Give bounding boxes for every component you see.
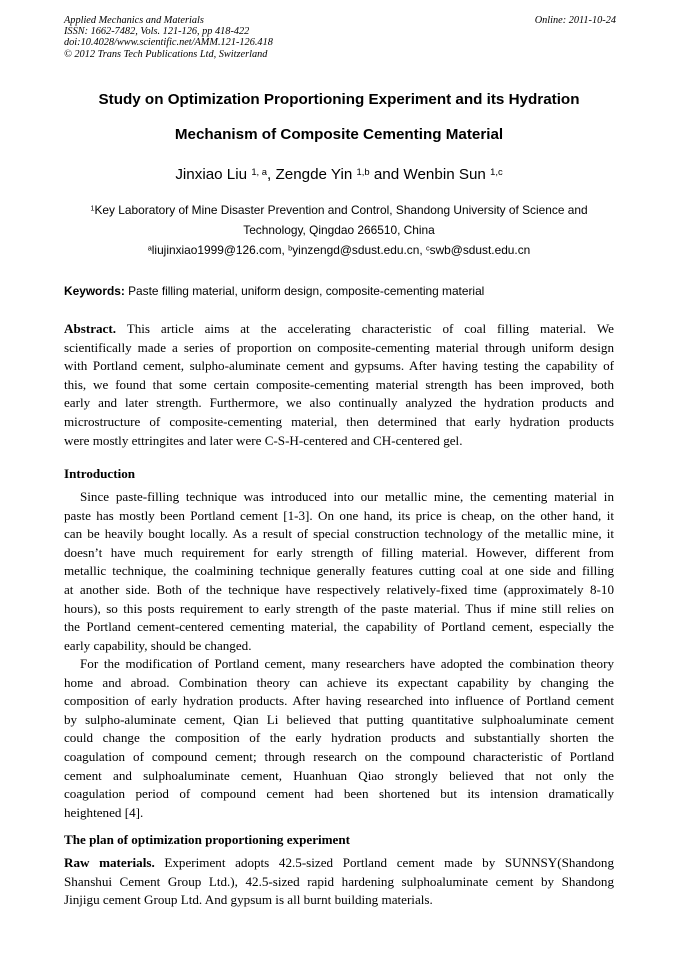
- paragraph-line: by sulpho-aluminate cement, Qian Li believed that putting quantitative sulphoaluminate cement: [64, 711, 614, 727]
- author-affiliation-mark: 1,b: [356, 165, 370, 177]
- paragraph-line: Raw materials. Experiment adopts 42.5-sized Portland cement made by SUNNSY(Shandong: [64, 855, 614, 870]
- introduction-paragraph-1: [64, 488, 614, 655]
- abstract: [64, 320, 614, 450]
- paragraph-line: composition of early hydration products. After having researched into influence of Portland cement: [64, 693, 614, 709]
- paragraph-line: paste has mostly been Portland cement [1-3]. On one hand, its price is cheap, on the other hand, it: [64, 507, 614, 523]
- abstract-line: scientifically made a series of proportion on composite-cementing material through uniform design: [64, 339, 614, 355]
- journal-copyright: © 2012 Trans Tech Publications Ltd, Switzerland: [64, 48, 268, 60]
- affiliation: [60, 200, 618, 240]
- paper-title-line-1: Study on Optimization Proportioning Experiment and its Hydration: [98, 91, 580, 108]
- author-emails: [40, 243, 638, 257]
- paragraph-line: heightened [4].: [64, 804, 144, 820]
- online-date: Online: 2011-10-24: [534, 15, 616, 26]
- abstract-line: microstructure of composite-cementing material, then determined that early hydration products: [64, 413, 614, 429]
- paragraph-line: Jinjigu cement Group Ltd. And gypsum is all burnt building materials.: [64, 892, 433, 908]
- raw-materials-label: Raw materials.: [64, 855, 155, 870]
- author-name: Zengde Yin: [275, 166, 353, 183]
- author-affiliation-mark: 1, a: [251, 165, 268, 177]
- abstract-line: Abstract. This article aims at the accelerating characteristic of coal filling material. We: [64, 321, 614, 336]
- email-a: liujinxiao1999@126.com,: [151, 243, 285, 257]
- keywords-label: Keywords:: [64, 284, 125, 298]
- email-b: yinzengd@sdust.edu.cn,: [292, 243, 423, 257]
- affiliation-text: Key Laboratory of Mine Disaster Prevention and Control, Shandong University of Science and Technology, Qingdao 266510, China: [94, 203, 588, 237]
- paragraph-line: For the modification of Portland cement, many researchers have adopted the combination theory: [80, 656, 614, 671]
- abstract-label: Abstract.: [64, 321, 116, 336]
- paragraph-line: Shanshui Cement Group Ltd.), 42.5-sized rapid hardening sulphoaluminate cement by Shandong: [64, 873, 614, 889]
- author-name: Jinxiao Liu: [175, 166, 248, 183]
- paragraph-line: hours), so this posts requirement to early strength of the paste material. Thus if mine still relies on: [64, 600, 614, 616]
- paragraph-line: at another side. Both of the technique have respectively relatively-fixed time (approximately 8-10: [64, 581, 614, 597]
- email-mark: c: [425, 243, 430, 253]
- email-mark: b: [288, 243, 293, 253]
- paragraph-line: metallic technique, the coalmining technique generally features cutting coal at one side and filling: [64, 563, 614, 579]
- author-list: Jinxiao Liu $^{1, a}$, Zengde Yin $^{1,b}$ and Wenbin Sun $^{1,c}$: [175, 165, 503, 183]
- paragraph-line: could change the composition of the early hydration products and substantially shorten the: [64, 730, 614, 746]
- paper-title-line-2: Mechanism of Composite Cementing Material: [174, 126, 504, 143]
- paragraph-line: doesn’t have much requirement for early strength of filling material. However, different from: [64, 544, 614, 560]
- email-c: swb@sdust.edu.cn: [429, 243, 531, 257]
- abstract-line: with Portland cement, sulpho-aluminate cement and gypsums. After having testing the capability of: [64, 358, 614, 374]
- paragraph-line: early capability, should be changed.: [64, 637, 252, 653]
- author-affiliation-mark: 1,c: [490, 165, 503, 177]
- abstract-line: were mostly ettringites and later were C-S-H-centered and CH-centered gel.: [64, 432, 463, 448]
- abstract-line: early and later strength. Furthermore, we also continually analyzed the hydration products and: [64, 395, 614, 411]
- journal-issn: ISSN: 1662-7482, Vols. 121-126, pp 418-422: [64, 26, 250, 38]
- raw-materials-paragraph: [64, 854, 614, 910]
- journal-name: Applied Mechanics and Materials: [64, 15, 204, 26]
- author-name: and Wenbin Sun: [373, 166, 486, 183]
- introduction-paragraph-2: [64, 655, 614, 822]
- keywords-text: Paste filling material, uniform design, composite-cementing material: [128, 284, 485, 298]
- paragraph-line: can be heavily bought locally. As a result of special construction technology of the metallic mine, it: [64, 526, 614, 542]
- paragraph-line: the Portland cement-centered cementing material, the capability of Portland cement, especially the: [64, 619, 614, 635]
- keywords: [64, 284, 484, 298]
- paragraph-line: home and abroad. Combination theory can achieve its expectant capability by changing the: [64, 674, 614, 690]
- journal-doi: doi:10.4028/www.scientific.net/AMM.121-126.418: [64, 37, 273, 49]
- paragraph-line: coagulation of compound cement; through research on the compound characteristic of Portland: [64, 748, 614, 764]
- journal-header: [64, 15, 616, 60]
- email-mark: a: [147, 243, 152, 253]
- section-heading-introduction: Introduction: [64, 466, 136, 481]
- paragraph-line: Since paste-filling technique was introduced into our metallic mine, the cementing material in: [80, 489, 614, 504]
- abstract-line: this, we found that some certain composite-cementing material strength has been improved, both: [64, 376, 614, 392]
- paragraph-line: coagulation period of compound cement had been shortened but its intension dramatically: [64, 786, 614, 802]
- paragraph-line: cement and sulphoaluminate cement, Huanhuan Qiao strongly believed that not only the: [64, 767, 614, 783]
- section-heading-plan: The plan of optimization proportioning experiment: [64, 832, 351, 847]
- affiliation-mark: 1: [90, 203, 95, 213]
